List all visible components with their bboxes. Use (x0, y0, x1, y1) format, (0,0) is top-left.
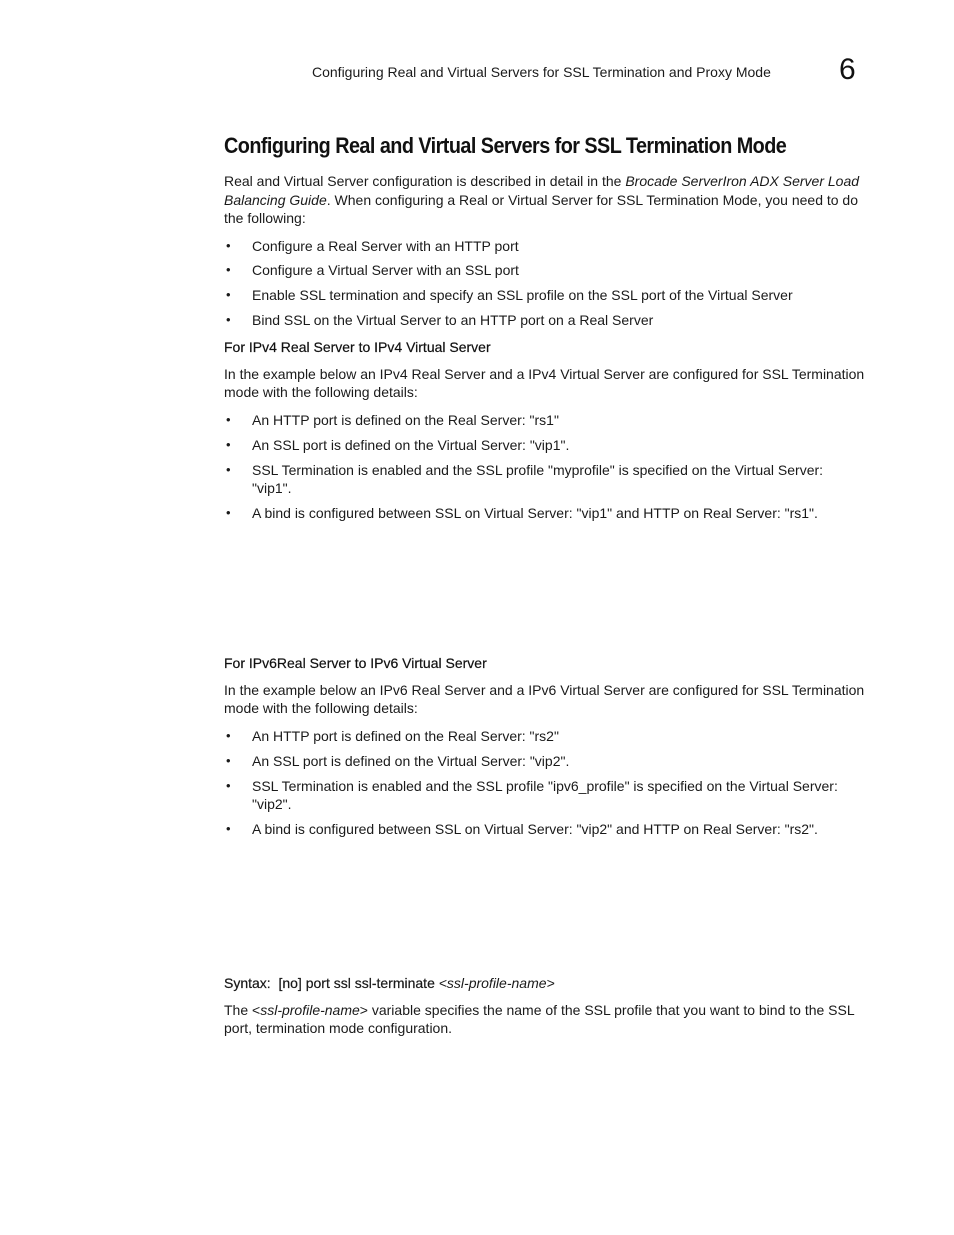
syntax-description: The <ssl-profile-name> variable specifies the name of the SSL profile that you want to bind to the SSL port, termination mode configuration. (224, 1001, 855, 1036)
list-item: • A bind is configured between SSL on Virtual Server: "vip2" and HTTP on Real Server: "rs2". (226, 821, 818, 837)
section-title: Configuring Real and Virtual Servers for SSL Termination Mode (224, 133, 787, 158)
list-item: • An HTTP port is defined on the Real Server: "rs2" (226, 727, 559, 744)
list-item: • Enable SSL termination and specify an SSL profile on the SSL port of the Virtual Server (226, 287, 793, 303)
syntax-variable: <ssl-profile-name> (438, 974, 555, 991)
list-item: • Configure a Real Server with an HTTP port (226, 237, 519, 254)
list-item: • A bind is configured between SSL on Virtual Server: "vip1" and HTTP on Real Server: "rs1". (226, 505, 818, 521)
ipv6-intro: In the example below an IPv6 Real Server and a IPv6 Virtual Server are configured for SSL Termination mode with the following details: (224, 681, 865, 716)
list-item: • An SSL port is defined on the Virtual Server: "vip1". (226, 436, 570, 453)
bullet-icon: • (226, 505, 231, 520)
intro-text-before: Real and Virtual Server configuration is described in detail in the (224, 173, 626, 189)
list-item: • Bind SSL on the Virtual Server to an HTTP port on a Real Server (226, 312, 654, 328)
bullet-icon: • (226, 752, 231, 768)
syntax-command: Syntax: [no] port ssl ssl-terminate (224, 974, 439, 991)
bullet-icon: • (226, 436, 231, 452)
variable-name: ssl-profile-name (260, 1001, 360, 1018)
list-item: • SSL Termination is enabled and the SSL profile "myprofile" is specified on the Virtual Server: "vip1". (226, 461, 824, 496)
bullet-icon: • (226, 237, 231, 253)
section-intro (224, 172, 866, 228)
bullet-icon: • (226, 312, 231, 327)
intro-text-after: . When configuring a Real or Virtual Server for SSL Termination Mode, you need to do the following: (224, 191, 859, 226)
ipv4-intro: In the example below an IPv4 Real Server and a IPv4 Virtual Server are configured for SSL Termination mode with the following details: (224, 365, 865, 400)
bullet-icon: • (226, 777, 231, 793)
bullet-icon: • (226, 821, 231, 836)
ipv6-heading: For IPv6Real Server to IPv6 Virtual Server (224, 654, 487, 671)
ipv6-details-list (224, 727, 866, 839)
ipv4-details-list (224, 411, 866, 523)
guide-title: Brocade ServerIron ADX Server Load Balancing Guide (224, 173, 860, 208)
bullet-icon: • (226, 461, 231, 477)
chapter-number: 6 (839, 53, 856, 86)
page-content (224, 132, 866, 1038)
list-item: • An SSL port is defined on the Virtual Server: "vip2". (226, 752, 570, 769)
running-header: Configuring Real and Virtual Servers for SSL Termination and Proxy Mode (312, 64, 771, 80)
steps-list (224, 237, 866, 330)
syntax-line (224, 974, 866, 992)
bullet-icon: • (226, 262, 231, 277)
bullet-icon: • (226, 727, 231, 743)
list-item: • SSL Termination is enabled and the SSL profile "ipv6_profile" is specified on the Virtual Server: "vip2". (226, 777, 838, 812)
list-item: • An HTTP port is defined on the Real Server: "rs1" (226, 411, 559, 428)
list-item: • Configure a Virtual Server with an SSL port (226, 262, 519, 278)
bullet-icon: • (226, 411, 231, 427)
ipv4-heading: For IPv4 Real Server to IPv4 Virtual Server (224, 338, 491, 355)
bullet-icon: • (226, 287, 231, 302)
